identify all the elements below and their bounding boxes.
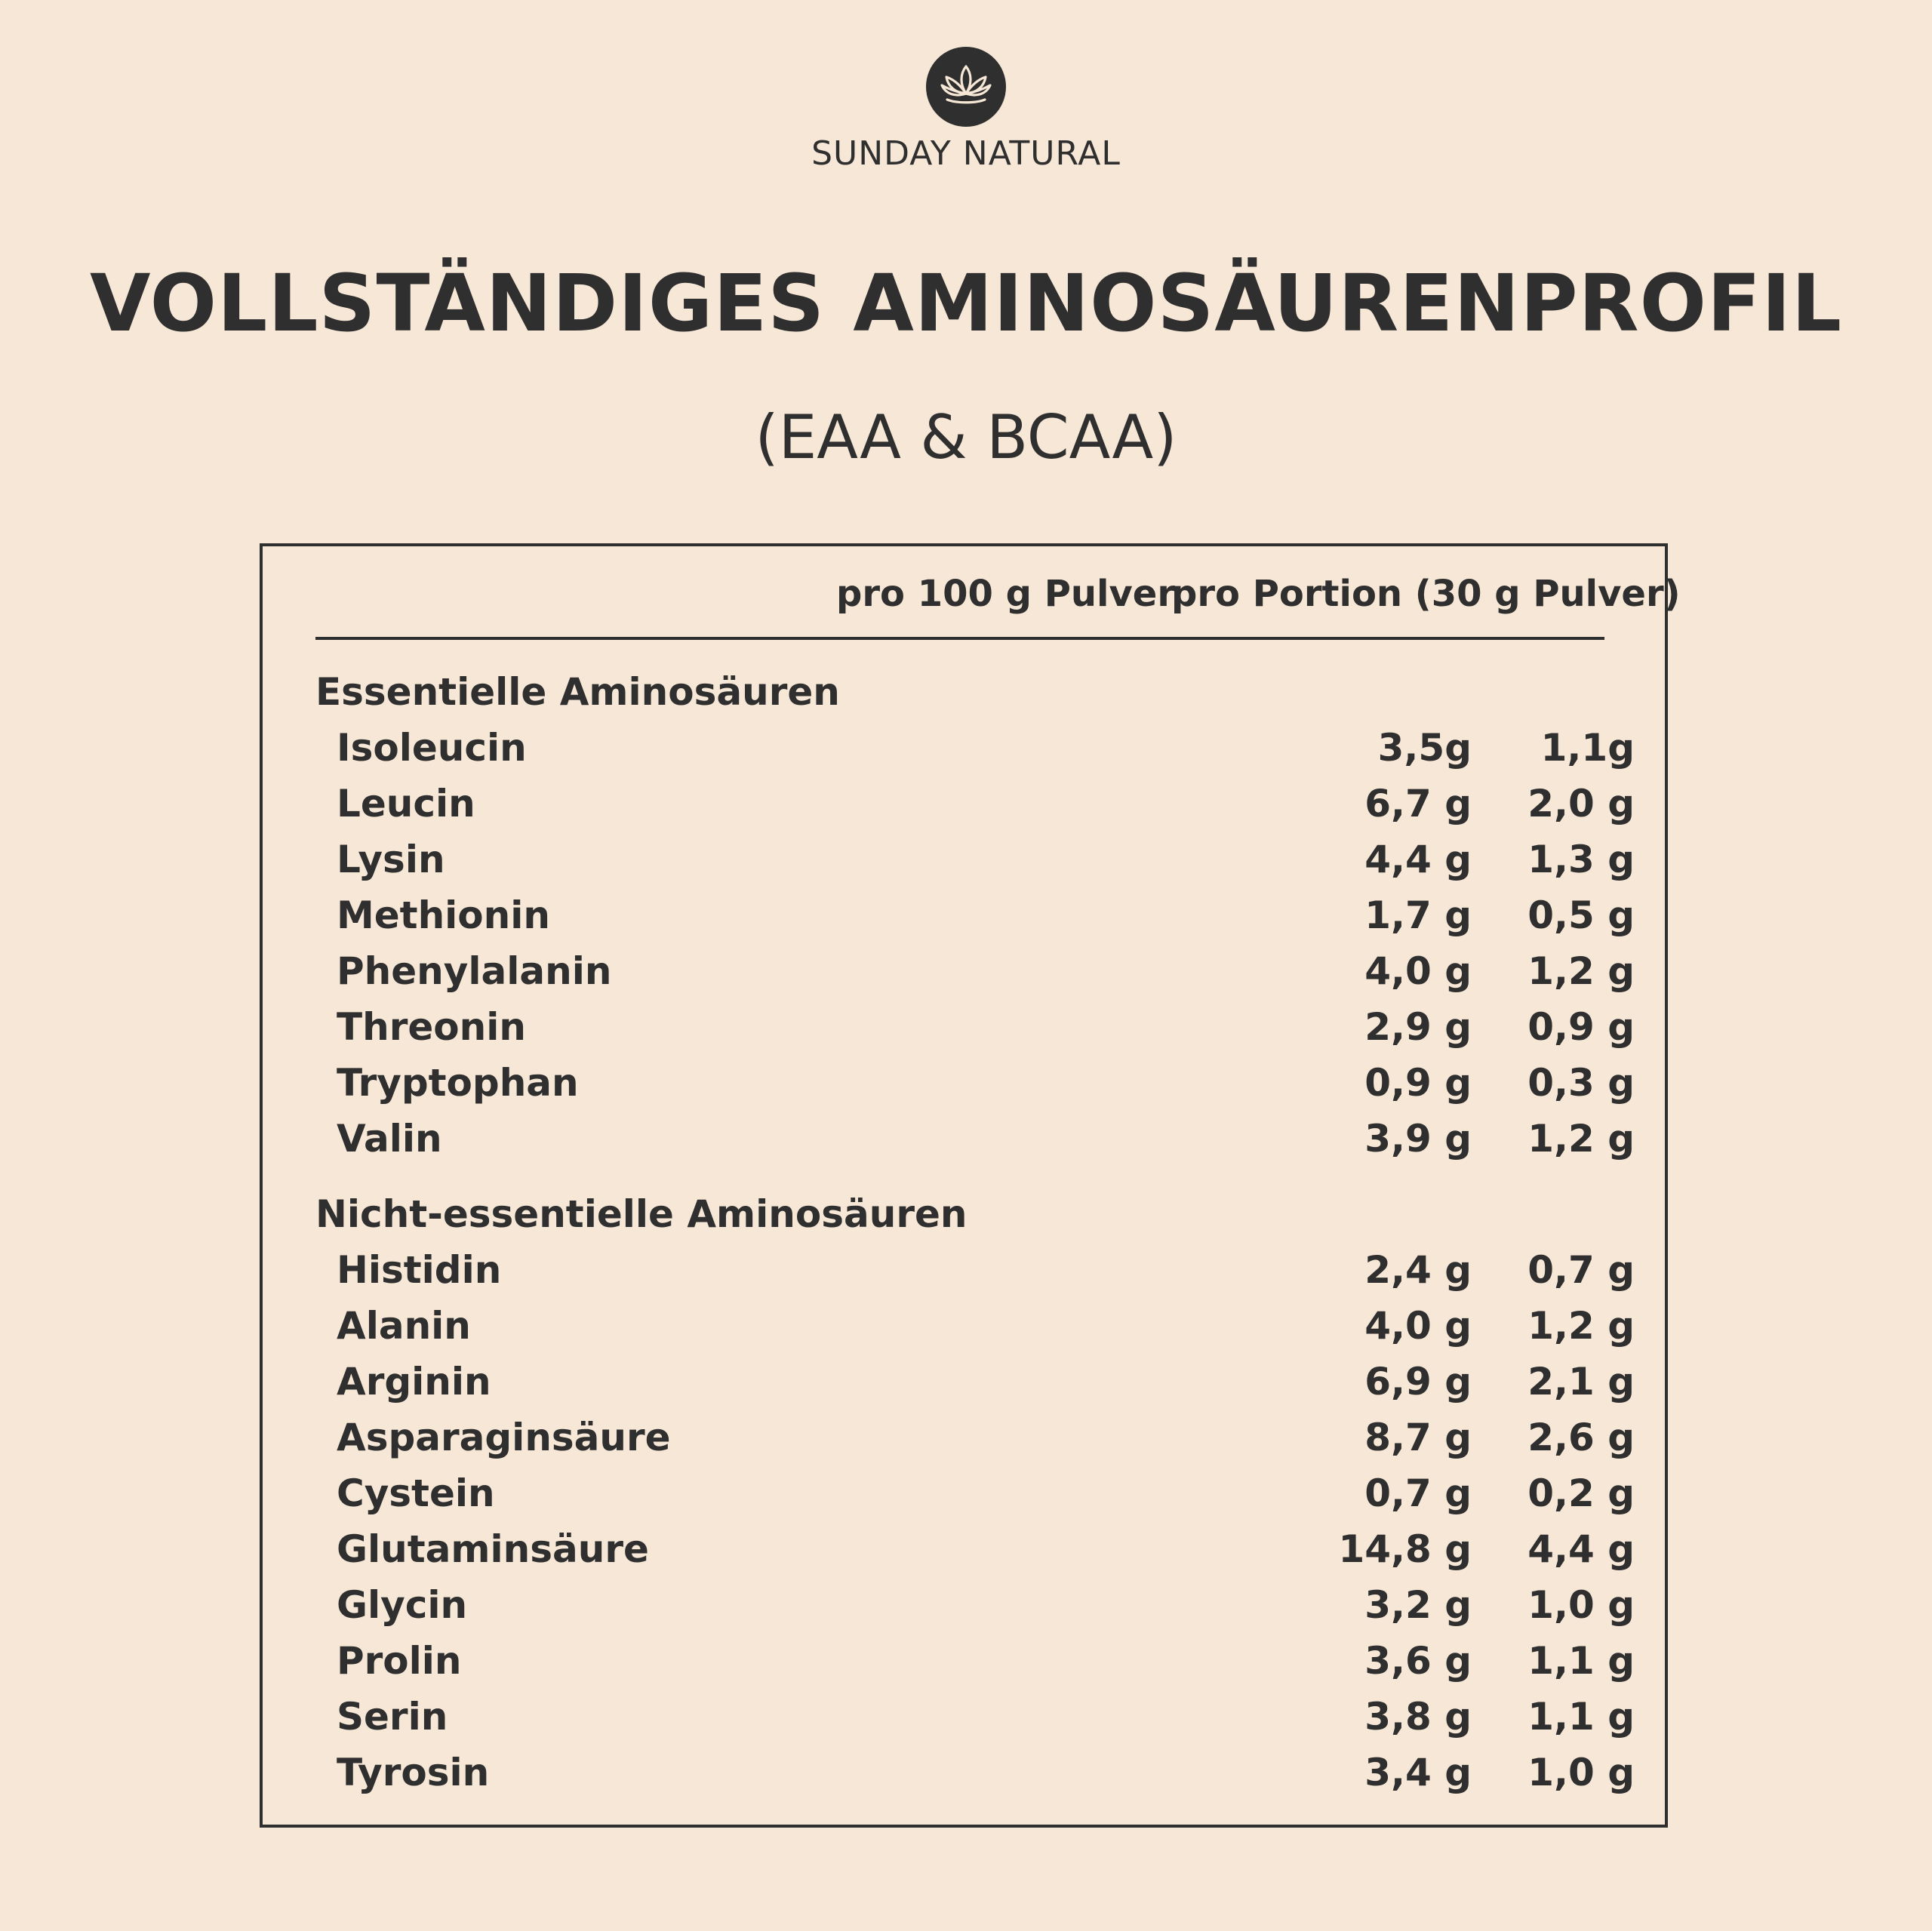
value-per-100g: 4,0 g [1364, 949, 1472, 993]
table-row [337, 1242, 1635, 1298]
value-per-portion: 0,3 g [1527, 1061, 1635, 1105]
table-row [337, 1055, 1635, 1111]
value-per-portion: 0,9 g [1527, 1005, 1635, 1049]
amino-acid-name: Alanin [337, 1304, 471, 1348]
value-per-portion: 0,5 g [1527, 893, 1635, 937]
table-row [337, 887, 1635, 943]
amino-acid-name: Tryptophan [337, 1061, 579, 1105]
value-per-100g: 3,2 g [1364, 1583, 1472, 1627]
value-per-100g: 2,9 g [1364, 1005, 1472, 1049]
value-per-portion: 0,7 g [1527, 1248, 1635, 1292]
table-row [337, 943, 1635, 999]
value-per-100g: 0,9 g [1364, 1061, 1472, 1105]
value-per-100g: 1,7 g [1364, 893, 1472, 937]
column-header-per-100g: pro 100 g Pulver [836, 573, 1176, 615]
page-title: VOLLSTÄNDIGES AMINOSÄURENPROFIL [89, 257, 1843, 349]
page-subtitle: (EAA & BCAA) [755, 402, 1177, 472]
value-per-portion: 1,1g [1540, 726, 1635, 770]
table-row [337, 1689, 1635, 1745]
table-row [337, 1745, 1635, 1800]
amino-acid-name: Cystein [337, 1471, 495, 1515]
column-header-per-portion: pro Portion (30 g Pulver) [1171, 573, 1681, 615]
header-divider [315, 637, 1604, 640]
section-title-essential: Essentielle Aminosäuren [315, 670, 840, 714]
table-row [337, 1354, 1635, 1410]
value-per-100g: 0,7 g [1364, 1471, 1472, 1515]
value-per-portion: 1,2 g [1527, 1304, 1635, 1348]
brand-name: SUNDAY NATURAL [811, 134, 1121, 173]
table-row [337, 1465, 1635, 1521]
amino-acid-name: Leucin [337, 782, 475, 826]
value-per-portion: 2,6 g [1527, 1416, 1635, 1459]
value-per-100g: 14,8 g [1338, 1527, 1472, 1571]
amino-acid-name: Serin [337, 1695, 448, 1739]
amino-acid-name: Phenylalanin [337, 949, 612, 993]
value-per-100g: 6,7 g [1364, 782, 1472, 826]
table-row [337, 1633, 1635, 1689]
value-per-portion: 1,2 g [1527, 1117, 1635, 1161]
table-row [337, 999, 1635, 1055]
value-per-portion: 1,0 g [1527, 1751, 1635, 1794]
table-row [337, 720, 1635, 776]
value-per-portion: 2,0 g [1527, 782, 1635, 826]
table-row [337, 1410, 1635, 1465]
lotus-icon [926, 47, 1006, 127]
table-row [337, 1298, 1635, 1354]
value-per-100g: 3,6 g [1364, 1639, 1472, 1683]
amino-acid-name: Arginin [337, 1360, 491, 1404]
value-per-100g: 4,4 g [1364, 838, 1472, 881]
amino-acid-name: Prolin [337, 1639, 462, 1683]
value-per-100g: 2,4 g [1364, 1248, 1472, 1292]
table-row [337, 1577, 1635, 1633]
amino-acid-name: Threonin [337, 1005, 526, 1049]
amino-acid-name: Isoleucin [337, 726, 527, 770]
table-row [337, 1111, 1635, 1167]
section-title-non-essential: Nicht-essentielle Aminosäuren [315, 1192, 968, 1236]
amino-acid-name: Glutaminsäure [337, 1527, 649, 1571]
value-per-portion: 1,1 g [1527, 1695, 1635, 1739]
table-row [337, 776, 1635, 832]
value-per-portion: 4,4 g [1527, 1527, 1635, 1571]
amino-acid-name: Lysin [337, 838, 445, 881]
table-row [337, 832, 1635, 887]
table-row [337, 1521, 1635, 1577]
amino-acid-name: Tyrosin [337, 1751, 490, 1794]
value-per-100g: 3,5g [1377, 726, 1472, 770]
amino-acid-name: Histidin [337, 1248, 502, 1292]
value-per-100g: 3,4 g [1364, 1751, 1472, 1794]
value-per-portion: 0,2 g [1527, 1471, 1635, 1515]
value-per-100g: 3,8 g [1364, 1695, 1472, 1739]
value-per-portion: 2,1 g [1527, 1360, 1635, 1404]
brand-logo [926, 47, 1006, 127]
value-per-portion: 1,1 g [1527, 1639, 1635, 1683]
value-per-portion: 1,0 g [1527, 1583, 1635, 1627]
amino-acid-name: Valin [337, 1117, 442, 1161]
amino-acid-name: Asparaginsäure [337, 1416, 671, 1459]
value-per-portion: 1,2 g [1527, 949, 1635, 993]
value-per-portion: 1,3 g [1527, 838, 1635, 881]
amino-acid-name: Glycin [337, 1583, 468, 1627]
value-per-100g: 4,0 g [1364, 1304, 1472, 1348]
value-per-100g: 3,9 g [1364, 1117, 1472, 1161]
value-per-100g: 8,7 g [1364, 1416, 1472, 1459]
value-per-100g: 6,9 g [1364, 1360, 1472, 1404]
amino-acid-name: Methionin [337, 893, 550, 937]
